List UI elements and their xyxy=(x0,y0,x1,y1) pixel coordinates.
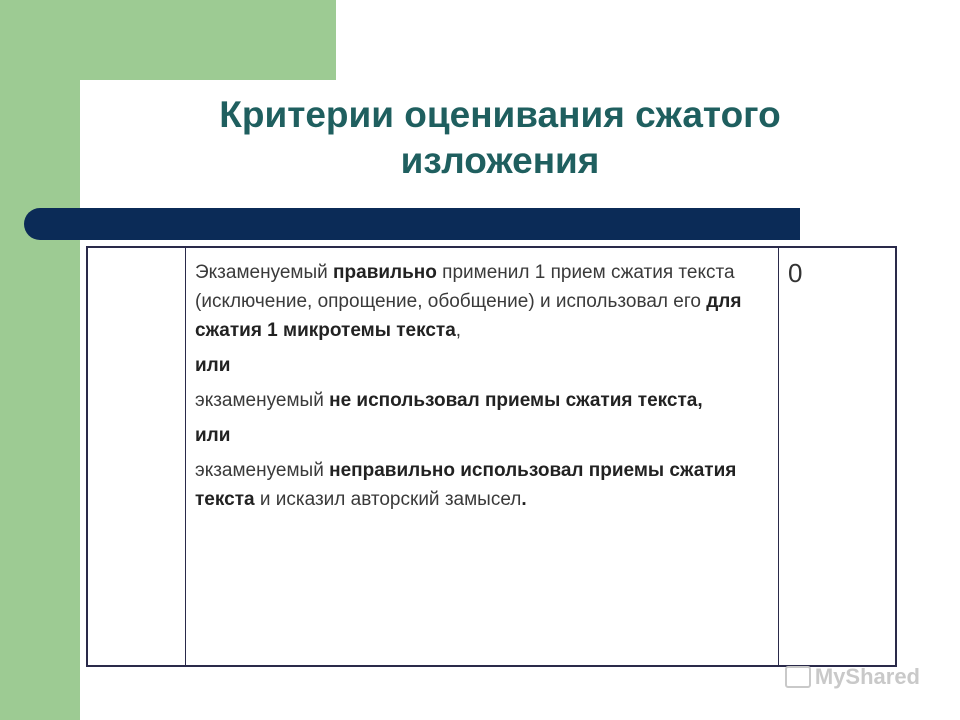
or-text: или xyxy=(195,355,231,376)
green-side-panel xyxy=(0,0,80,720)
criterion-paragraph-1 xyxy=(195,258,765,345)
table-divider-right xyxy=(778,248,779,665)
watermark xyxy=(785,664,920,690)
slide-title xyxy=(100,92,900,184)
title-line-2: изложения xyxy=(400,140,600,181)
bold-run: правильно xyxy=(333,262,437,283)
table-divider-left xyxy=(185,248,186,665)
score-value: 0 xyxy=(788,258,803,288)
or-separator-2 xyxy=(195,421,765,450)
text-run: применил 1 прием сжатия текста (исключение, опрощение, обобщение) и использовал его xyxy=(195,262,735,312)
watermark-text: MyShared xyxy=(814,664,920,689)
title-line-1: Критерии оценивания сжатого xyxy=(219,94,781,135)
criterion-paragraph-3 xyxy=(195,456,765,514)
bold-run: не использовал приемы сжатия текста, xyxy=(329,390,703,411)
bold-run: для сжатия 1 микротемы текста xyxy=(195,291,742,341)
criterion-paragraph-2 xyxy=(195,386,765,415)
or-separator-1 xyxy=(195,351,765,380)
criteria-table xyxy=(86,246,897,667)
green-top-panel xyxy=(0,0,336,80)
text-run: экзаменуемый xyxy=(195,390,330,411)
bold-run: . xyxy=(521,489,527,510)
or-text: или xyxy=(195,425,231,446)
bold-run: неправильно использовал приемы сжатия текста xyxy=(195,460,737,510)
criteria-description xyxy=(195,258,765,520)
presentation-icon xyxy=(785,666,811,688)
text-run: , xyxy=(455,320,462,341)
text-run: Экзаменуемый xyxy=(195,262,334,283)
text-run: экзаменуемый xyxy=(195,460,330,481)
decorative-bar xyxy=(24,208,800,240)
text-run: и исказил авторский замысел xyxy=(254,489,522,510)
